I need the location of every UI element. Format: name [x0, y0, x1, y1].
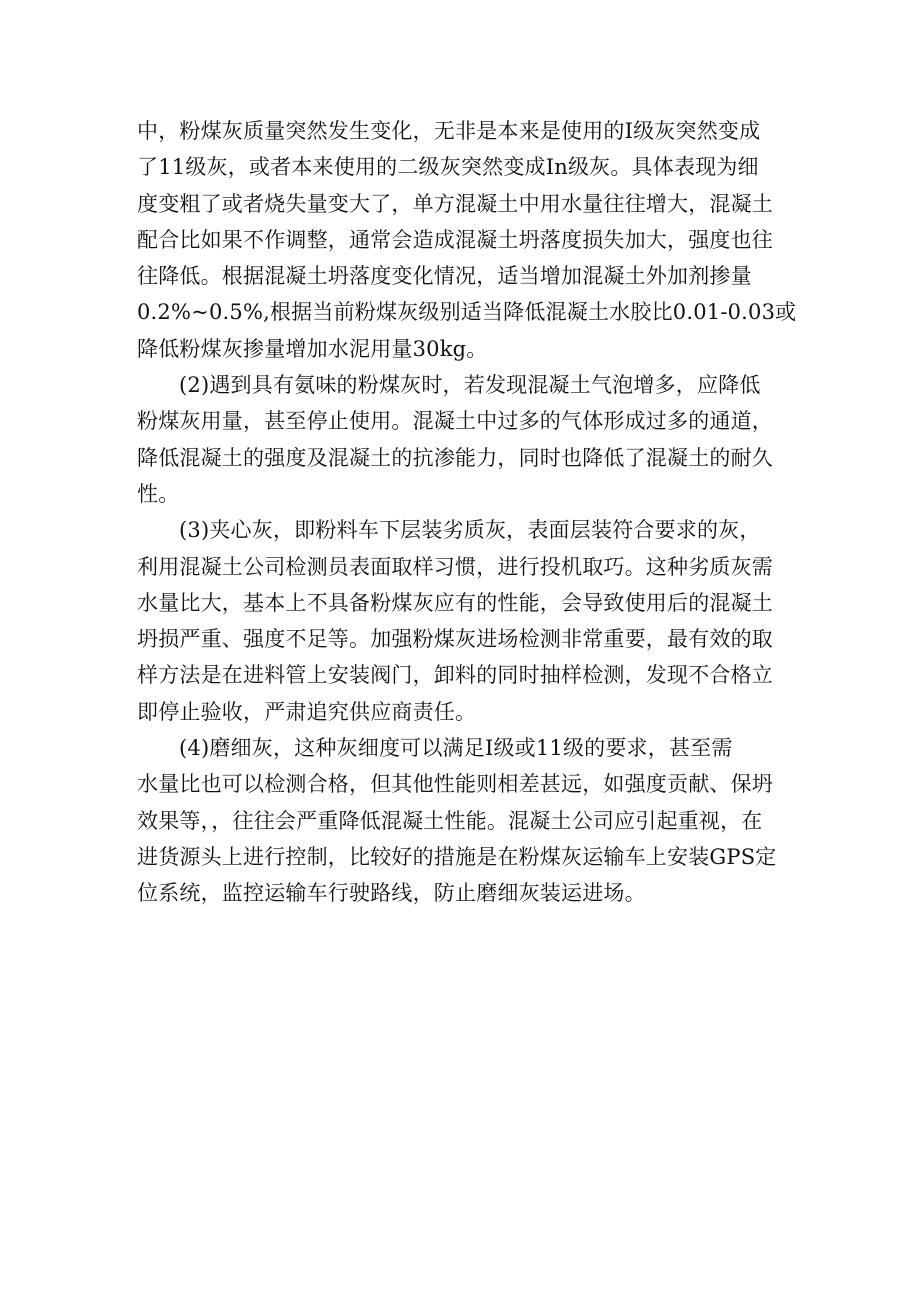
text-line: 度变粗了或者烧失量变大了，单方混凝土中用水量往往增大，混凝土 [137, 191, 773, 216]
text-line: 配合比如果不作调整，通常会造成混凝土坍落度损失加大，强度也往 [137, 227, 773, 252]
text-line: 了11级灰，或者本来使用的二级灰突然变成In级灰。具体表现为细 [137, 155, 759, 180]
text-line: 即停止验收，严肃追究供应商责任。 [137, 699, 477, 724]
paragraph-item-2 [137, 367, 785, 512]
text-line: 位系统，监控运输车行驶路线，防止磨细灰装运进场。 [137, 881, 646, 906]
text-line: 0.2%~0.5%,根据当前粉煤灰级别适当降低混凝土水胶比0.01-0.03或 [137, 300, 797, 325]
text-line: 样方法是在进料管上安装阀门，卸料的同时抽样检测，发现不合格立 [137, 663, 773, 688]
text-line: 效果等，，往往会严重降低混凝土性能。混凝土公司应引起重视，在 [137, 808, 763, 833]
text-line: 降低混凝土的强度及混凝土的抗渗能力，同时也降低了混凝土的耐久 [137, 445, 773, 470]
paragraph-item-3 [137, 512, 785, 730]
paragraph-item-4 [137, 730, 785, 911]
text-line: 中，粉煤灰质量突然发生变化，无非是本来是使用的Ⅰ级灰突然变成 [137, 119, 761, 143]
document-body [137, 113, 797, 912]
text-line: 水量比也可以检测合格，但其他性能则相差甚远，如强度贡献、保坍 [137, 772, 773, 797]
text-line: 利用混凝土公司检测员表面取样习惯，进行投机取巧。这种劣质灰需 [137, 554, 773, 579]
text-line: 粉煤灰用量，甚至停止使用。混凝土中过多的气体形成过多的通道， [137, 409, 773, 434]
text-line: (3)夹心灰，即粉料车下层装劣质灰，表面层装符合要求的灰， [179, 518, 761, 543]
text-line: (4)磨细灰，这种灰细度可以满足Ⅰ级或11级的要求，甚至需 [179, 736, 733, 761]
text-line: 降低粉煤灰掺量增加水泥用量30kg。 [137, 336, 488, 361]
text-line: 往降低。根据混凝土坍落度变化情况，适当增加混凝土外加剂掺量 [137, 264, 752, 289]
text-line: 性。 [137, 481, 180, 506]
text-line: 水量比大，基本上不具备粉煤灰应有的性能，会导致使用后的混凝土 [137, 590, 773, 615]
text-line: (2)遇到具有氨味的粉煤灰时，若发现混凝土气泡增多，应降低 [179, 373, 761, 398]
text-line: 进货源头上进行控制，比较好的措施是在粉煤灰运输车上安装GPS定 [137, 844, 777, 869]
text-line: 坍损严重、强度不足等。加强粉煤灰进场检测非常重要，最有效的取 [137, 627, 773, 652]
paragraph-intro-continued [137, 113, 797, 367]
